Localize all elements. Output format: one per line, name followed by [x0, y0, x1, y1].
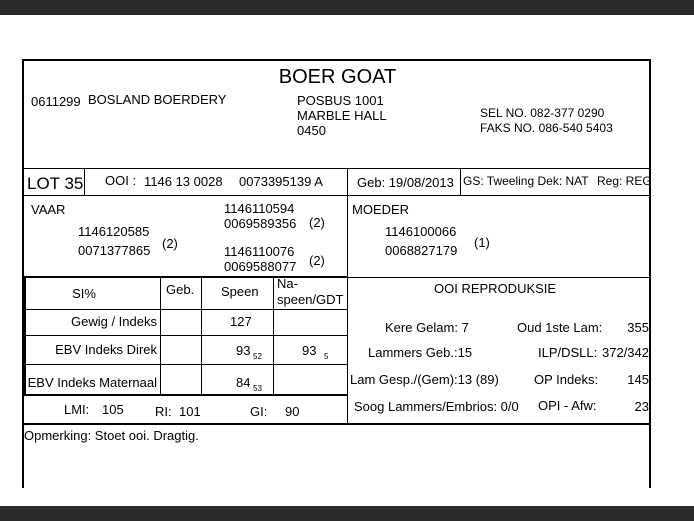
goat-info-card	[22, 59, 651, 488]
ilp-dsll-label: ILP/DSLL:	[538, 345, 598, 360]
gi-value: 90	[285, 404, 300, 419]
row-label-maternaal: EBV Indeks Maternaal	[27, 375, 157, 390]
ri-value: 101	[179, 404, 201, 419]
row-direk-speen-sub: 52	[253, 352, 262, 361]
divider-index-row1	[24, 335, 347, 336]
remark-text: Opmerking: Stoet ooi. Dragtig.	[24, 428, 199, 443]
page-title: BOER GOAT	[278, 66, 397, 88]
kere-gelam: Kere Gelam: 7	[385, 320, 469, 335]
reg-status: Reg: REG	[597, 174, 652, 188]
lam-gesp-gem: Lam Gesp./(Gem):13 (89)	[350, 372, 499, 387]
vaar-count: (2)	[162, 236, 178, 251]
top-band	[0, 0, 694, 15]
address-line-3: 0450	[297, 123, 326, 138]
ooi-reg-number: 0073395139 A	[239, 174, 323, 189]
col-header-naspeen-2: speen/GDT	[277, 292, 344, 307]
divider-index-row3	[24, 394, 347, 396]
op-indeks-label: OP Indeks:	[534, 372, 599, 387]
row-maternaal-speen: 84	[236, 375, 251, 390]
address-line-1: POSBUS 1001	[297, 93, 384, 108]
phone-number: SEL NO. 082-377 0290	[480, 106, 605, 120]
soog-lammers-embrios: Soog Lammers/Embrios: 0/0	[354, 399, 519, 414]
vaar-id-1: 1146120585	[78, 224, 150, 239]
fax-number: FAKS NO. 086-540 5403	[480, 121, 613, 135]
row-label-gewig: Gewig / Indeks	[71, 314, 157, 329]
row-direk-naspeen: 93	[302, 343, 317, 358]
breeder-id: 0611299	[31, 94, 81, 109]
divider-index-head	[24, 309, 347, 310]
moeder-count: (1)	[474, 235, 490, 250]
moeder-label: MOEDER	[352, 202, 410, 217]
opi-afw-label: OPI - Afw:	[538, 398, 597, 413]
gs-dek: GS: Tweeling Dek: NAT	[463, 174, 589, 188]
lammers-geb: Lammers Geb.:15	[368, 345, 473, 360]
row-direk-naspeen-sub: 5	[324, 352, 329, 361]
ilp-dsll-value: 372/342	[602, 345, 649, 360]
divider-lot	[24, 195, 651, 196]
vaar-dam-id-1: 1146110076	[224, 244, 295, 259]
row-direk-speen: 93	[236, 343, 251, 358]
moeder-id-2: 0068827179	[385, 243, 458, 258]
ooi-id: 1146 13 0028	[144, 174, 223, 189]
oud-1ste-lam-value: 355	[627, 320, 649, 335]
divider-vaar-moeder	[347, 195, 348, 423]
index-col-naspeen	[273, 276, 274, 394]
row-maternaal-speen-sub: 53	[253, 384, 262, 393]
divider-header	[24, 168, 651, 169]
ri-label: RI:	[155, 404, 172, 419]
divider-remark	[24, 423, 651, 425]
index-col-speen	[201, 276, 202, 394]
vaar-sire-id-1: 1146110594	[224, 201, 295, 216]
breeder-name: BOSLAND BOERDERY	[88, 92, 227, 107]
col-header-geb: Geb.	[166, 282, 195, 297]
divider-birth-gs	[460, 168, 461, 195]
ooi-label: OOI :	[105, 173, 137, 188]
lmi-value: 105	[102, 402, 124, 417]
col-header-naspeen-1: Na-	[277, 276, 298, 291]
repro-title: OOI REPRODUKSIE	[434, 281, 557, 296]
moeder-id-1: 1146100066	[385, 224, 457, 239]
opi-afw-value: 23	[634, 399, 649, 414]
vaar-sire-id-2: 0069589356	[224, 216, 297, 231]
row-label-direk: EBV Indeks Direk	[55, 342, 157, 357]
oud-1ste-lam-label: Oud 1ste Lam:	[517, 320, 603, 335]
row-gewig-speen: 127	[230, 314, 252, 329]
vaar-dam-id-2: 0069588077	[224, 259, 297, 274]
lot-number: LOT 35	[27, 174, 84, 193]
birth-date: Geb: 19/08/2013	[357, 175, 454, 190]
divider-ooi-birth	[347, 168, 348, 195]
divider-pedigree	[24, 276, 347, 278]
divider-pedigree-right	[347, 277, 651, 278]
gi-label: GI:	[250, 404, 268, 419]
lmi-label: LMI:	[64, 402, 90, 417]
op-indeks-value: 145	[627, 372, 649, 387]
vaar-label: VAAR	[31, 202, 66, 217]
index-col-geb	[160, 276, 161, 394]
divider-index-row2	[24, 364, 347, 365]
address-line-2: MARBLE HALL	[297, 108, 387, 123]
col-header-si: SI%	[72, 286, 96, 301]
vaar-dam-count: (2)	[309, 253, 325, 268]
divider-lot-ooi	[84, 168, 85, 195]
vaar-id-2: 0071377865	[78, 243, 151, 258]
vaar-sire-count: (2)	[309, 215, 325, 230]
col-header-speen: Speen	[221, 284, 259, 299]
bottom-band	[0, 506, 694, 521]
